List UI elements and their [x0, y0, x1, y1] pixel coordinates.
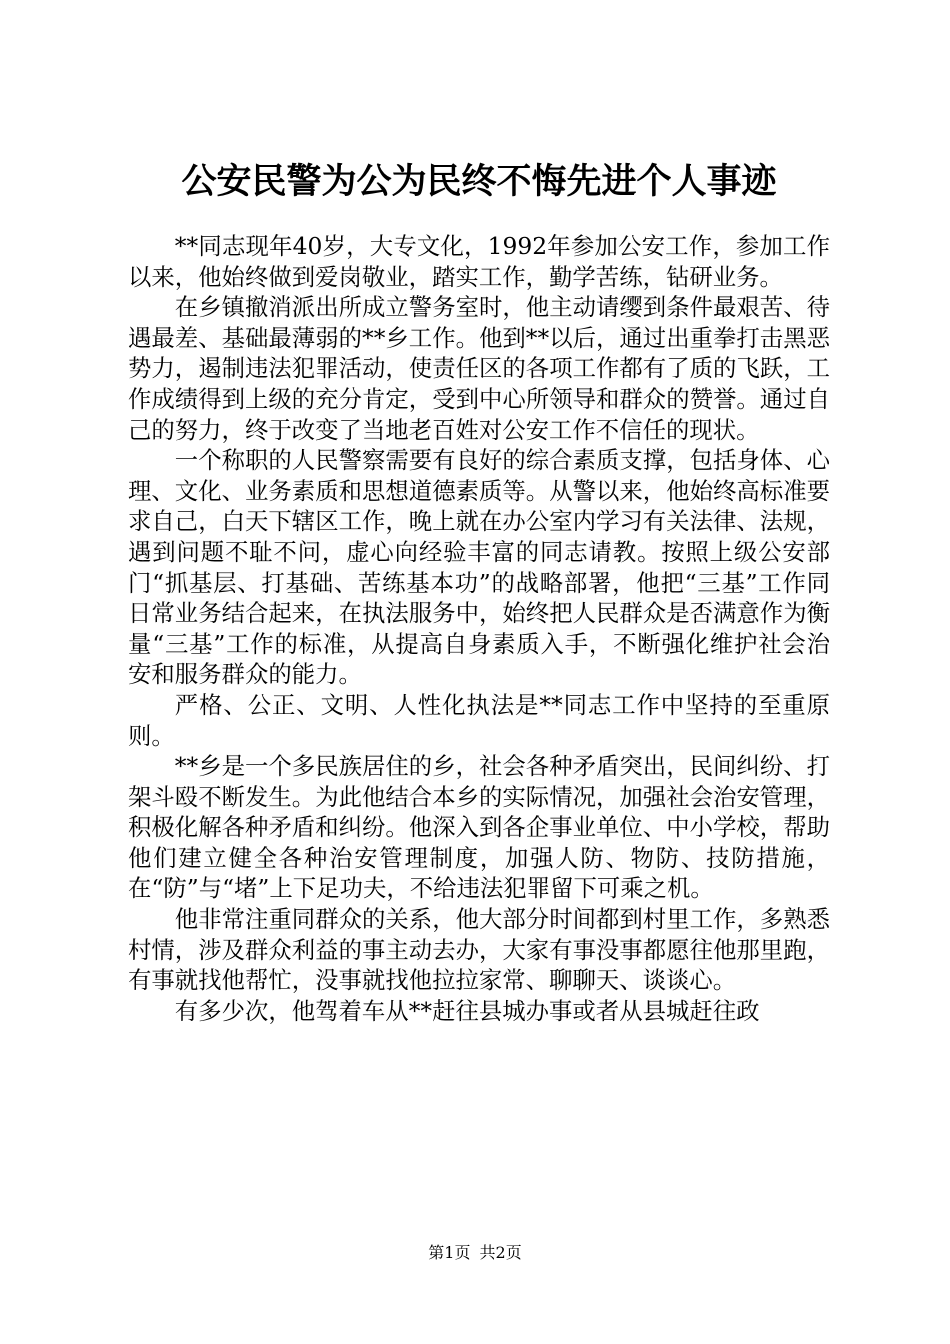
paragraph: **同志现年40岁，大专文化，1992年参加公安工作，参加工作以来，他始终做到爱岗敬业，踏实工作，勤学苦练，钻研业务。 [128, 232, 830, 291]
paragraph: **乡是一个多民族居住的乡，社会各种矛盾突出，民间纠纷、打架斗殴不断发生。为此他结合本乡的实际情况，加强社会治安管理，积极化解各种矛盾和纠纷。他深入到各企事业单位、中小学校，帮助他们建立健全各种治安管理制度，加强人防、物防、技防措施，在“防”与“堵”上下足功夫，不给违法犯罪留下可乘之机。 [128, 752, 830, 903]
page-number-current: 第1页 [428, 1243, 471, 1262]
paragraph: 严格、公正、文明、人性化执法是**同志工作中坚持的至重原则。 [128, 690, 830, 750]
page-footer [0, 1242, 950, 1264]
page-number-total: 共2页 [479, 1243, 522, 1262]
paragraph: 他非常注重同群众的关系，他大部分时间都到村里工作，多熟悉村情，涉及群众利益的事主动去办，大家有事没事都愿往他那里跑，有事就找他帮忙，没事就找他拉拉家常、聊聊天、谈谈心。 [128, 905, 830, 995]
paragraph: 有多少次，他驾着车从**赶往县城办事或者从县城赶往政 [174, 996, 760, 1025]
document-body [128, 231, 830, 1026]
document-title: 公安民警为公为民终不悔先进个人事迹 [181, 161, 777, 202]
paragraph: 一个称职的人民警察需要有良好的综合素质支撑，包括身体、心理、文化、业务素质和思想道德素质等。从警以来，他始终高标准要求自己，白天下辖区工作，晚上就在办公室内学习有关法律、法规，遇到问题不耻不问，虚心向经验丰富的同志请教。按照上级公安部门“抓基层、打基础、苦练基本功”的战略部署，他把“三基”工作同日常业务结合起来，在执法服务中，始终把人民群众是否满意作为衡量“三基”工作的标准，从提高自身素质入手，不断强化维护社会治安和服务群众的能力。 [128, 446, 830, 689]
document-page [128, 0, 830, 1344]
paragraph: 在乡镇撤消派出所成立警务室时，他主动请缨到条件最艰苦、待遇最差、基础最薄弱的**乡工作。他到**以后，通过出重拳打击黑恶势力，遏制违法犯罪活动，使责任区的各项工作都有了质的飞跃，工作成绩得到上级的充分肯定，受到中心所领导和群众的赞誉。通过自己的努力，终于改变了当地老百姓对公安工作不信任的现状。 [128, 293, 830, 444]
